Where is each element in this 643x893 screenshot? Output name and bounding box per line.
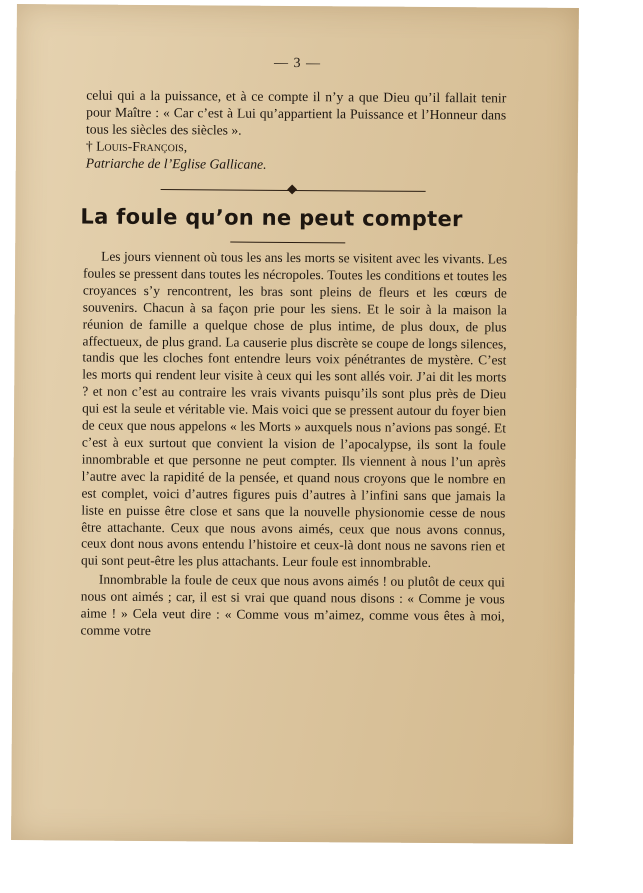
intro-paragraph: celui qui a la puissance, et à ce compte il n’y a que Dieu qu’il fallait tenir pour Maître : « Car c’est à Lui qu’appartient la Puissance et l’Honneur dans tous les siècles des siècles ». [86, 87, 507, 138]
intro-block [86, 87, 507, 175]
page-number: — 3 — [273, 55, 322, 72]
section-divider [161, 185, 426, 197]
title-underline [230, 242, 345, 244]
signature-name: † Louis-François, [85, 138, 188, 155]
article-paragraph-1: Les jours viennent où tous les ans les morts se visitent avec les vivants. Les foules se pressent dans toutes les nécropoles. Toutes les conditions et toutes les croyances s’y rencontrent, les bras sont pleins de fleurs et les cœurs de souvenirs. Chacun à sa façon prie pour les siens. Et le soir à la maison la réunion de famille a quelque chose de plus intime, de plus doux, de plus affectueux, de plus grand. La causerie plus discrète se coupe de longs silences, tandis que les cloches font entendre leurs voix pénétrantes de mystère. C’est les morts qui rendent leur visite à ceux qui les sont allés voir. J’ai dit les morts ? et non c’est au contraire les vrais vivants puisqu’ils sont plus près de Dieu qui est la seule et véritable vie. Mais voici que se pressent autour du foyer bien de ceux que nous appelons « les Morts » auxquels nous n’avions pas songé. Et c’est à eux surtout que convient la vision de l’apocalypse, ils sont la foule innombrable et que personne ne peut compter. Ils viennent à nous l’un après l’autre avec la rapidité de la pensée, et quand nous croyons que le nombre en est complet, voici d’autres figures puis d’autres à l’infini sans que jamais la liste en puisse être close et sans que la nouvelle physionomie cesse de nous être attachante. Ceux que nous avons aimés, ceux que nous avons connus, ceux dont nous avons entendu l’histoire et ceux-là dont nous ne savons rien et qui sont peut-être les plus attachants. Leur foule est innombrable. [80, 248, 508, 571]
document-page [11, 4, 579, 844]
article-paragraph-2: Innombrable la foule de ceux que nous avons aimés ! ou plutôt de ceux qui nous ont aimés ; car, il est si vrai que quand nous disons : « Comme je vous aime ! » Cela veut dire : « Comme vous m’aimez, comme vous êtes à moi, comme votre [80, 571, 505, 638]
divider-diamond-icon [287, 185, 297, 195]
article-title: La foule qu’on ne peut compter [80, 204, 463, 232]
article-body [80, 249, 507, 643]
signature-title: Patriarche de l’Eglise Gallicane. [85, 155, 267, 172]
